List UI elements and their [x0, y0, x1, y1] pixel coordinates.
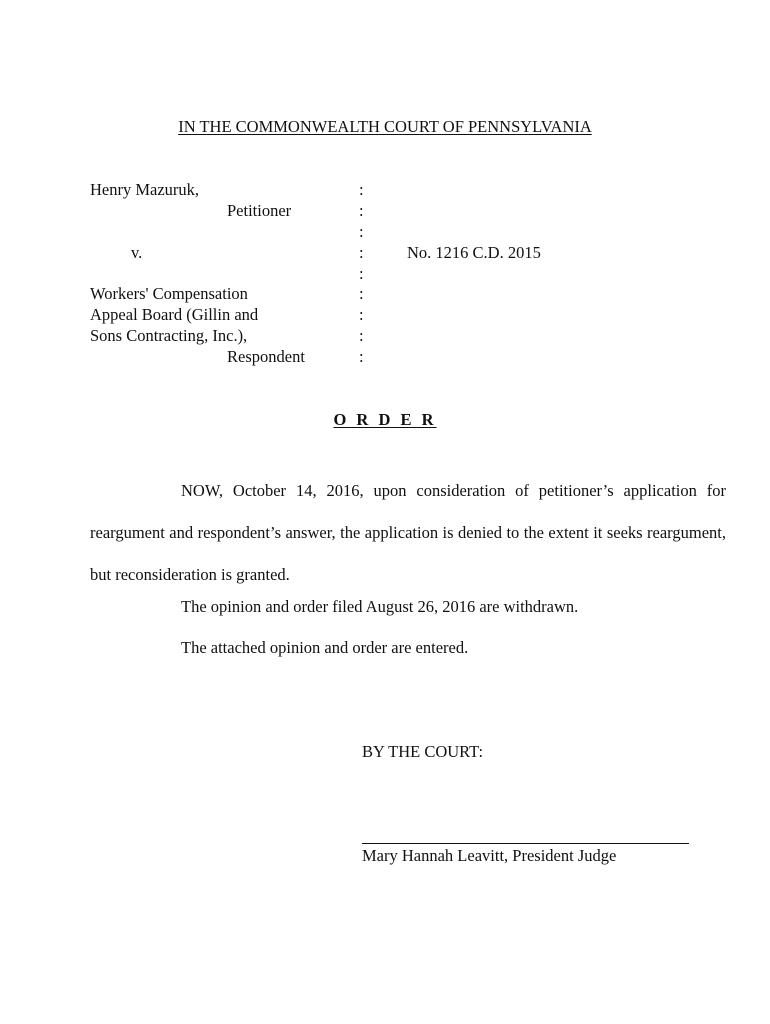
caption-colon: : [359, 305, 364, 324]
caption-colon: : [359, 201, 364, 220]
caption-colon: : [359, 326, 364, 345]
caption-colon: : [359, 347, 364, 366]
respondent-name-line-3: Sons Contracting, Inc.), [90, 326, 248, 345]
petitioner-role: Petitioner [227, 201, 292, 220]
order-paragraph: The opinion and order filed August 26, 2016 are withdrawn. [181, 597, 579, 616]
by-the-court-label: BY THE COURT: [362, 742, 484, 761]
respondent-name-line-2: Appeal Board (Gillin and [90, 305, 259, 324]
order-paragraph: The attached opinion and order are entered. [181, 638, 469, 657]
petitioner-name: Henry Mazuruk, [90, 180, 200, 199]
caption-colon: : [359, 264, 364, 283]
signature-line [362, 843, 689, 844]
order-paragraph: NOW, October 14, 2016, upon consideration of petitioner’s application for reargument and respondent’s answer, the application is denied to the extent it seeks reargument, but reconsideration is granted. [90, 481, 726, 584]
respondent-role: Respondent [227, 347, 305, 366]
versus-label: v. [131, 243, 143, 262]
caption-colon: : [359, 284, 364, 303]
respondent-name-line-1: Workers' Compensation [90, 284, 248, 303]
signer-name: Mary Hannah Leavitt, President Judge [362, 846, 617, 865]
caption-colon: : [359, 243, 364, 262]
caption-colon: : [359, 180, 364, 199]
docket-number: No. 1216 C.D. 2015 [407, 243, 541, 262]
court-heading: IN THE COMMONWEALTH COURT OF PENNSYLVANIA [178, 117, 592, 136]
caption-colon: : [359, 222, 364, 241]
order-heading: O R D E R [333, 410, 437, 429]
